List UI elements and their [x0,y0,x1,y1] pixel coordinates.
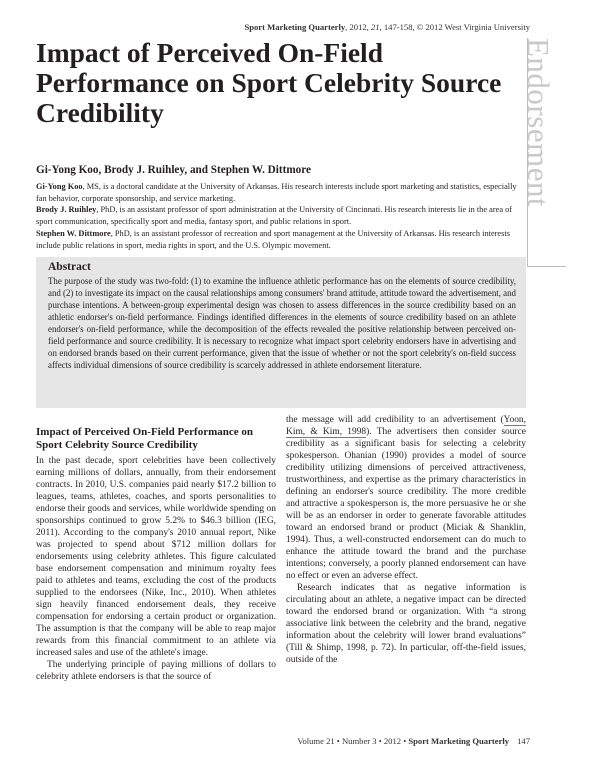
section-side-tab [521,38,566,267]
bio-text: , PhD, is an assistant professor of recreation and sport management at the University of Arkansas. His research interests include public relations in sport, media rights in sport, and the U.S. Olympic movement. [36,228,510,250]
header-cite: , 2012, [345,22,371,32]
bio-text: , PhD, is an assistant professor of sport administration at the University of Cincinnati. His research interests lie in the area of sport communication, specifically sport and media, fantasy sport, and public relations in sport. [36,205,513,227]
header-journal: Sport Marketing Quarterly [244,22,346,32]
author-bio [36,204,526,227]
abstract-box [36,257,526,408]
author-bio [36,228,526,251]
citation-link[interactable]: Yoon, Kim, & Kim, 1998 [286,415,526,437]
author-bios [36,181,526,251]
bio-name: Stephen W. Dittmore [36,228,111,238]
section-heading: Impact of Perceived On-Field Performance on Sport Celebrity Source Credibility [36,426,253,451]
paragraph-text: the message will add credibility to an advertisement ( [286,415,504,425]
bio-name: Gi-Yong Koo [36,182,83,191]
abstract-heading: Abstract [48,261,91,273]
body-column-right [286,414,526,666]
body-column-left [36,426,276,683]
header-volume: 21 [370,22,380,32]
author-line: Gi-Yong Koo, Brody J. Ruihley, and Stephen W. Dittmore [36,164,311,176]
header-pages: , 147-158, © 2012 West Virginia University [379,22,530,32]
bio-name: Brody J. Ruihley [36,205,97,215]
side-tab-label: Endorsement [521,38,556,208]
abstract-text: The purpose of the study was two-fold: (1) to examine the influence athletic performance has on the elements of source credibility, and (2) to investigate its impact on the causal relationships among consumers' brand attitude, attitude toward the advertisement, and purchase intentions. A between-group experimental design was chosen to assess differences in the source credibility based on an athletic endorser's on-field performance. Findings identified differences in the elements of source credibility based on an athlete endorser's on-field performance, while the decomposition of the effects revealed the positive relationship between perceived on-field performance and source credibility. It is necessary to recognize what impact sport celebrity endorsers have in advertising and on endorsed brands based on their current performance, given that the issue of whether or not the sport celebrity's on-field success affects individual dimensions of source credibility is scarcely addressed in athlete endorsement literature. [48,276,516,370]
body-paragraph [286,414,526,582]
footer-page-number: 147 [517,736,530,746]
footer-issue: Volume 21 • Number 3 • 2012 • [297,736,409,746]
body-paragraph: In the past decade, sport celebrities have been collectively earning millions of dollars, annually, from their endorsement contracts. In 2010, U.S. companies paid nearly $17.2 billion to leagues, teams, athletes, coaches, and sports personalities to endorse their goods and services, while worldwide spending on sponsorships continued to grow 5.2% to $46.3 billion (IEG, 2011). According to the company's 2010 annual report, Nike was projected to spend about $712 million dollars for endorsements using celebrity athletes. This figure calculated base endorsement compensation and minimum royalty fees paid to athletes and teams, excluding the cost of the products supplied to the endorsees (Nike, Inc., 2010). When athletes sign heavily financed endorsement deals, they receive compensation for endorsing a certain product or organization. The assumption is that the company will be able to reap major rewards from this financial commitment to an athlete via increased sales and use of the athlete's image. [36,456,276,658]
running-header [244,22,530,32]
body-paragraph: Research indicates that as negative information is circulating about an athlete, a negative impact can be directed toward the endorsed brand or organization. With “a strong associative link between the celebrity and the brand, negative information about the celebrity will lower brand evaluations” (Till & Shimp, 1998, p. 72). In particular, off-the-field issues, outside of the [286,583,526,665]
author-bio [36,181,526,204]
footer-journal: Sport Marketing Quarterly [408,736,510,746]
paragraph-text: ). The advertisers then consider source credibility as a significant basis for selecting a celebrity spokesperson. Ohanian (1990) provides a model of source credibility utilizing dimensions of perceived attractiveness, trustworthiness, and expertise as the primary characteristics in defining an endorser's source credibility. The more credible and attractive a spokesperson is, the more persuasive he or she will be as an endorser in order to generate favorable attitudes toward an endorsed brand or product (Miciak & Shanklin, 1994). Thus, a well-constructed endorsement can do much to enhance the attitude toward the brand and the purchase intentions; conversely, a poorly planned endorsement can have no effect or even an adverse effect. [286,427,526,581]
paper-title: Impact of Perceived On-Field Performance on Sport Celebrity Source Credibility [36,37,502,128]
body-paragraph: The underlying principle of paying millions of dollars to celebrity athlete endorsers is that the source of [36,660,276,682]
running-footer [297,736,530,746]
bio-text: , MS, is a doctoral candidate at the University of Arkansas. His research interests include sport marketing and statistics, especially fan behavior, corporate sponsorship, and service marketing. [36,182,517,203]
